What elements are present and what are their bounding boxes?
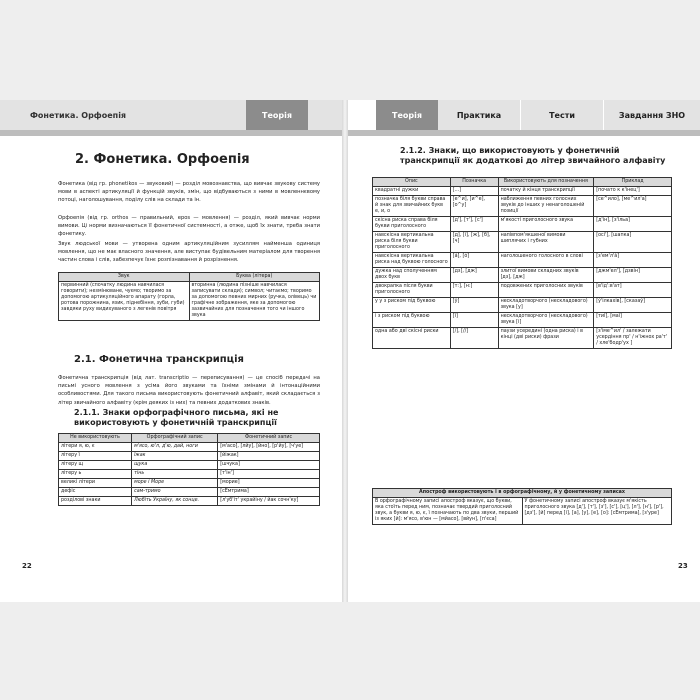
table-cell: вторинна (людина пізніше навчилася записувати склади); символ; читаємо; творимо за допомогою певних мирних (ручка, олівець) чи графічне зображення, яке за допомогою зазвичайних для позначення того чи іншого звука <box>189 282 320 321</box>
table-header: Використовують для позначення <box>498 178 594 187</box>
table-cell: [д'ін], [з'ільа] <box>594 217 672 232</box>
section-2-1-2-title: 2.1.2. Знаки, що використовують у фонетичній транскрипції як додаткові до літер звичайного алфавіту <box>400 146 666 165</box>
table-cell: [л'уб'іт' украйіну / йак сочн'ку] <box>218 497 320 506</box>
left-header-filler <box>308 100 342 130</box>
table-cell: початку й кінця транскрипції <box>498 187 594 196</box>
table-row <box>373 298 672 313</box>
table-cell: море і Море <box>132 479 218 488</box>
orthographic-signs-table <box>58 433 320 506</box>
table-header: Позначка <box>450 178 498 187</box>
table-cell: [т'ін'] <box>218 470 320 479</box>
table-cell: [тиĭ], [маĭ] <box>594 313 672 328</box>
table-cell: літеру ї <box>59 452 132 461</box>
table-header: Опис <box>373 178 451 187</box>
table-cell: тінь <box>132 470 218 479</box>
table-cell: і з риском під буквою <box>373 313 451 328</box>
table-header: Орфографічний запис <box>132 434 218 443</box>
table-cell: м'ясо, ю'л, д'ю, дай, ноги <box>132 443 218 452</box>
table-cell: [д], [і], [ж], [б], [ч] <box>450 232 498 253</box>
table-cell: [т:], [н:] <box>450 283 498 298</box>
right-header <box>348 100 700 130</box>
table-cell: нескладотворчого (нескладового) звука [і] <box>498 313 594 328</box>
table-cell: сам-тримо <box>132 488 218 497</box>
table-cell: у у з риском під буквою <box>373 298 451 313</box>
chapter-title: 2. Фонетика. Орфоепія <box>75 152 250 167</box>
table-cell: нескладотворчого (нескладового) звука [у] <box>498 298 594 313</box>
table-cell: У фонетичному записі апостроф вказує м'якість приголосного звука [д'], [т'], [з'], [с'], [ц'], [л'], [н'], [р'], [дз'], [й] перед [і], [а], [у], [е], [о]: [сЕмтрима], [з'уре] <box>522 498 672 525</box>
section-2-1-1-title: 2.1.1. Знаки орфографічного письма, які не використовують у фонетичній транскрипції <box>74 408 279 427</box>
table-cell: В орфографічному записі апостроф вказує, що букви, яка стоїть перед ним, позначає твердий приголосний звук, а букви я, ю, є, ї позначають по два звуки, перший із яких [й]: м'ясо, в'юн — [мйасо], [вйун], [п'єса] <box>373 498 523 525</box>
table-cell: дужка над сполученням двох букв <box>373 268 451 283</box>
table-header: Не використовують <box>59 434 132 443</box>
table-header: Звук <box>59 273 190 282</box>
left-page <box>0 100 342 602</box>
paragraph-transcription: Фонетична транскрипція (від лат. transcriptio — переписування) — це спосіб передачі на письмі усного мовлення з усіма його звуками та їхніми змінами й інтонаційними особливостями. Для такого письма використовують фонетичний алфавіт, який складається з літер звичайного алфавіту (крім деяких із них) та певних додаткових знаків. <box>58 375 320 406</box>
table-cell: наголошеного голосного в слові <box>498 253 594 268</box>
left-header-bar <box>0 130 342 136</box>
table-row <box>373 253 672 268</box>
table-cell: [осі'], [шапка] <box>594 232 672 253</box>
tab-tests[interactable]: Тести <box>521 100 604 130</box>
table-cell: [м'асо], [лйу], [йно], [р'йу], [ч'уе] <box>218 443 320 452</box>
page-number-left: 22 <box>22 562 32 570</box>
tab-practice[interactable]: Практика <box>438 100 521 130</box>
table-cell: паузи усередині (одна риска) і в кінці (дві риски) фрази <box>498 328 594 349</box>
table-cell: [в'ід':в'ат] <box>594 283 672 298</box>
table-cell: квадратні дужки <box>373 187 451 196</box>
transcription-signs-table <box>372 177 672 349</box>
table-cell: двокрапка після букви приголосного <box>373 283 451 298</box>
table-cell: [йіжак] <box>218 452 320 461</box>
table-row <box>59 470 320 479</box>
table-cell: великі літери <box>59 479 132 488</box>
table-cell: їжак <box>132 452 218 461</box>
table-cell: [/], [//] <box>450 328 498 349</box>
sound-letter-table <box>58 272 320 321</box>
table-row <box>373 232 672 253</box>
table-cell: [джм'ел'], [дзвін] <box>594 268 672 283</box>
table-row <box>59 443 320 452</box>
table-row <box>373 283 672 298</box>
table-cell: літеру щ <box>59 461 132 470</box>
table-cell: [почато к к'інец'] <box>594 187 672 196</box>
tab-theory[interactable]: Теорія <box>376 100 438 130</box>
tab-theory-left[interactable]: Теорія <box>246 100 308 130</box>
table-cell: [з'іме^ил' / залежати усердіння пр' / н'іжнох ра'т' / хле'бодр'ух ] <box>594 328 672 349</box>
table-row <box>373 498 672 525</box>
table-cell: щука <box>132 461 218 470</box>
table-cell: наближення певних голосних звуків до інших у ненаголошеній позиції <box>498 196 594 217</box>
table-cell: навскісна вертикальна риска біля букви приголосного <box>373 232 451 253</box>
table-cell: напівпом'якшеної вимови шиплячих і губних <box>498 232 594 253</box>
table-cell: подовжених приголосних звуків <box>498 283 594 298</box>
table-cell: [ĭ] <box>450 313 498 328</box>
table-cell: [д'], [т'], [с'] <box>450 217 498 232</box>
table-row <box>373 268 672 283</box>
left-header-title: Фонетика. Орфоепія <box>0 100 246 130</box>
table-cell: позначка біля букви справа й знак для звичайних букв е, и, о <box>373 196 451 217</box>
table-cell: [сЕмтрима] <box>218 488 320 497</box>
table-header: Фонетичний запис <box>218 434 320 443</box>
paragraph-sound: Звук людської мови — утворена одним артикуляційним зусиллям найменша одиниця мовлення, що не має власного значення, але виступає будівельним матеріалом для творення частин слова і слів, забезпечує їхнє розпізнавання й розрізнення. <box>58 241 320 264</box>
section-2-1-title: 2.1. Фонетична транскрипція <box>74 354 244 365</box>
table-cell: [...] <box>450 187 498 196</box>
table-row <box>59 452 320 461</box>
table-cell: одна або дві скісні риски <box>373 328 451 349</box>
table-cell: [дз], [дж] <box>450 268 498 283</box>
table-cell: розділові знаки <box>59 497 132 506</box>
table-cell: злитої вимови складних звуків [дз], [дж] <box>498 268 594 283</box>
right-page <box>348 100 700 602</box>
table-cell: літери я, ю, є <box>59 443 132 452</box>
table-cell: [се^ило], [ме^ил'а] <box>594 196 672 217</box>
table-header: Приклад <box>594 178 672 187</box>
table-row <box>373 328 672 349</box>
table-cell: літеру ь <box>59 470 132 479</box>
table-cell: [шчука] <box>218 461 320 470</box>
table-cell: [ў] <box>450 298 498 313</box>
table-row <box>373 313 672 328</box>
paragraph-phonetics: Фонетика (від гр. phonetikos — звуковий) — розділ мовознавства, що вивчає звукову систему мови в аспекті артикуляції й функцій звуків, змін, що відбуваються з ними в мовленнєвому потоці, наголошування, поділу слів на склади та ін. <box>58 181 320 204</box>
table-cell: первинний (спочатку людина навчилася говорити); незмінюване, чуємо; творимо за допомогою артикуляційного апарату (горла, ротова порожнина, язик, піднебіння, зуби, губи) завдяки руху видихуваного з легенів повітря <box>59 282 190 321</box>
table-header: Апостроф використовують і в орфографічному, й у фонетичному записах <box>373 489 672 498</box>
table-cell: [ў'ілкахів], [сказаў] <box>594 298 672 313</box>
table-row <box>59 497 320 506</box>
left-header <box>0 100 342 130</box>
table-cell: Любіть Україну, як сонце. <box>132 497 218 506</box>
table-cell: дефіс <box>59 488 132 497</box>
tab-zno-tasks[interactable]: Завдання ЗНО <box>604 100 700 130</box>
apostrophe-table <box>372 488 672 525</box>
table-header: Буква (літера) <box>189 273 320 282</box>
table-cell: скісна риска справа біля букви приголосного <box>373 217 451 232</box>
table-row <box>373 187 672 196</box>
table-cell: [з'ем'л'á] <box>594 253 672 268</box>
table-row <box>59 479 320 488</box>
table-cell: [á], [ó] <box>450 253 498 268</box>
table-cell: [морие] <box>218 479 320 488</box>
table-cell: м'якості приголосного звука <box>498 217 594 232</box>
table-row <box>59 461 320 470</box>
table-row <box>373 196 672 217</box>
table-cell: [е^и], [и^е], [о^у] <box>450 196 498 217</box>
table-cell: навскісна вертикальна риска над буквою голосного <box>373 253 451 268</box>
paragraph-orthoepy: Орфоепія (від гр. orthos — правильний, epos — мовлення) — розділ, який вивчає норми вимови. Ці норми визначаються її фонетичної системності, а отже, щоб їх знати, треба знати фонетику. <box>58 215 320 238</box>
right-header-bar <box>348 130 700 136</box>
table-row <box>373 217 672 232</box>
table-row <box>59 488 320 497</box>
page-number-right: 23 <box>678 562 688 570</box>
